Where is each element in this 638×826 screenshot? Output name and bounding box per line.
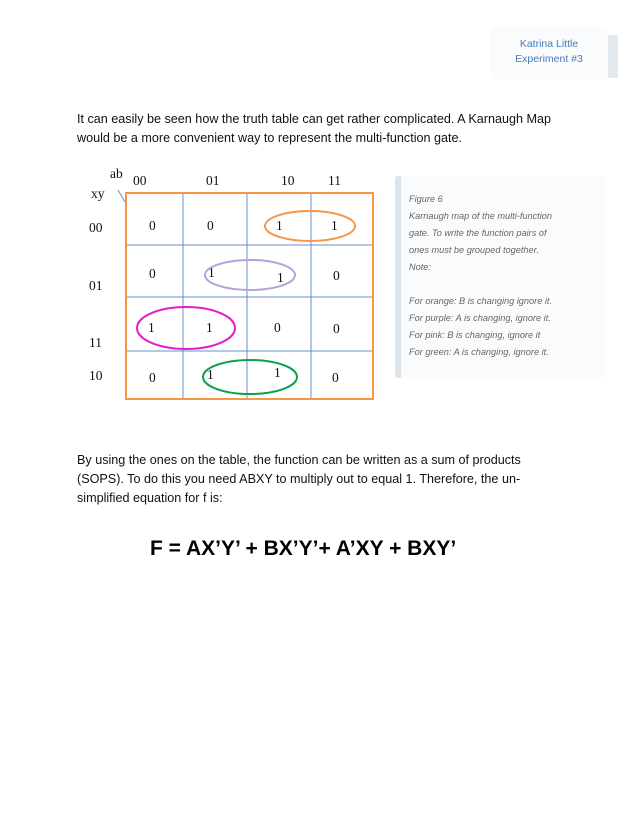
cell-r2-c3: 0 [333, 321, 340, 336]
caption-line-5: Note: [409, 262, 431, 272]
row-variable-label: xy [91, 186, 105, 201]
cell-r1-c0: 0 [149, 266, 156, 281]
figure-caption-box [395, 176, 605, 378]
experiment-label: Experiment #3 [515, 53, 583, 65]
col-header-11: 11 [328, 173, 341, 188]
cell-r0-c3: 1 [331, 218, 338, 233]
sop-equation: F = AX’Y’ + BX’Y’+ A’XY + BXY’ [150, 537, 457, 560]
row-header-01: 01 [89, 278, 103, 293]
col-header-00: 00 [133, 173, 147, 188]
karnaugh-map-svg [75, 165, 375, 405]
body-paragraph [77, 451, 557, 508]
caption-line-9: For pink: B is changing, ignore it [409, 330, 541, 340]
cell-r3-c2: 1 [274, 365, 281, 380]
cell-r2-c2: 0 [274, 320, 281, 335]
author-name: Katrina Little [519, 38, 579, 50]
cell-r0-c1: 0 [207, 218, 214, 233]
caption-line-8: For purple: A is changing, ignore it. [409, 313, 551, 323]
caption-line-2: Karnaugh map of the multi-function [409, 211, 552, 221]
body-line-3: simplified equation for f is: [77, 491, 223, 505]
cell-r1-c2: 1 [277, 270, 284, 285]
cell-r0-c0: 0 [149, 218, 156, 233]
caption-line-1: Figure 6 [409, 194, 443, 204]
col-header-01: 01 [206, 173, 220, 188]
col-variable-label: ab [110, 166, 123, 181]
cell-r3-c0: 0 [149, 370, 156, 385]
col-header-10: 10 [281, 173, 295, 188]
cell-r0-c2: 1 [276, 218, 283, 233]
caption-line-4: ones must be grouped together. [409, 245, 539, 255]
cell-r1-c1: 1 [208, 265, 215, 280]
diagonal-divider [118, 190, 125, 202]
figure-caption-text [409, 191, 599, 361]
caption-line-7: For orange: B is changing ignore it. [409, 296, 552, 306]
cell-r1-c3: 0 [333, 268, 340, 283]
cell-r2-c1: 1 [206, 320, 213, 335]
row-header-11: 11 [89, 335, 102, 350]
cell-r2-c0: 1 [148, 320, 155, 335]
intro-line-1: It can easily be seen how the truth table can get rather complicated. A Karnaugh Map [77, 112, 551, 126]
header-box [492, 28, 606, 78]
body-line-2: (SOPS). To do this you need ABXY to multiply out to equal 1. Therefore, the un- [77, 472, 521, 486]
caption-accent-bar [395, 176, 401, 378]
cell-r3-c3: 0 [332, 370, 339, 385]
row-header-00: 00 [89, 220, 103, 235]
green-group-ellipse [203, 360, 297, 394]
row-header-10: 10 [89, 368, 103, 383]
caption-line-3: gate. To write the function pairs of [409, 228, 547, 238]
caption-line-6 [409, 276, 599, 293]
intro-paragraph [77, 110, 557, 148]
karnaugh-map [75, 165, 375, 405]
body-line-1: By using the ones on the table, the function can be written as a sum of products [77, 453, 521, 467]
header-accent-bar [608, 35, 618, 78]
intro-line-2: would be a more convenient way to represent the multi-function gate. [77, 131, 463, 145]
caption-line-10: For green: A is changing, ignore it. [409, 347, 549, 357]
cell-r3-c1: 1 [207, 367, 214, 382]
